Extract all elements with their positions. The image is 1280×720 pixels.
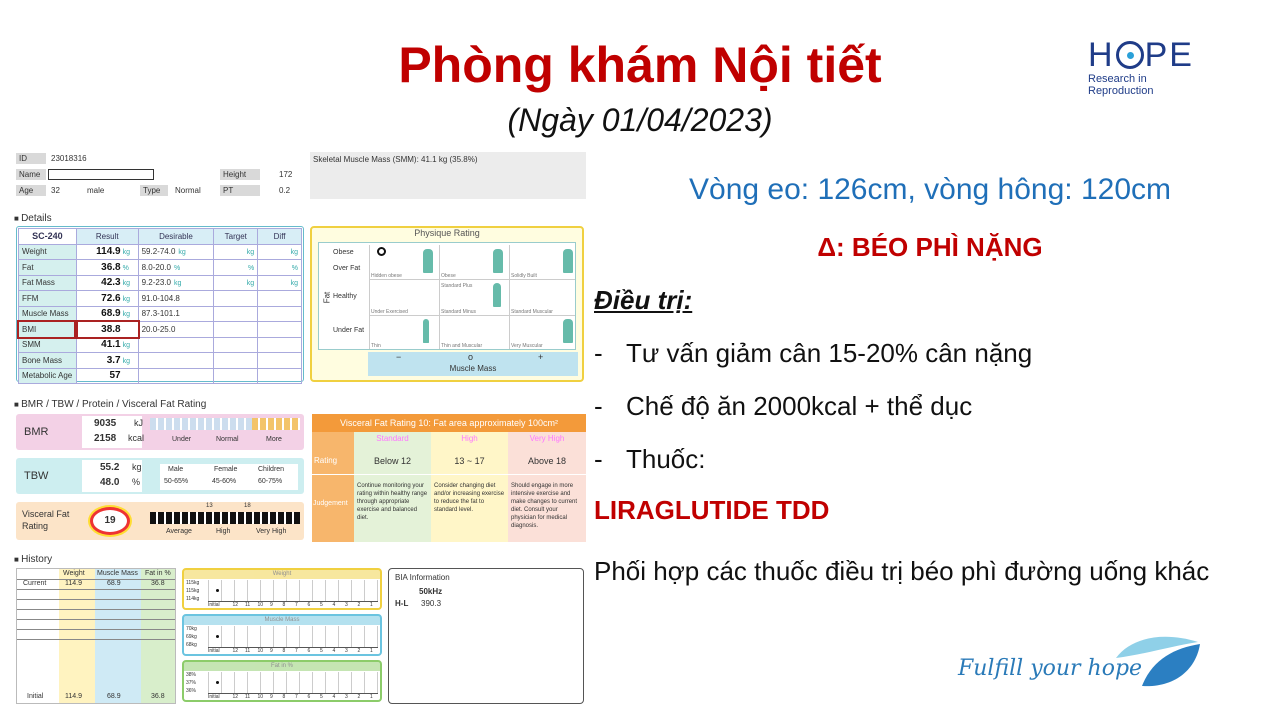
x-tick-label: 6 bbox=[307, 602, 311, 608]
details-row-result bbox=[76, 275, 138, 291]
details-row-diff bbox=[258, 353, 302, 369]
id-label: ID bbox=[16, 153, 46, 164]
scale-minus: − bbox=[396, 352, 402, 362]
visceral-table bbox=[312, 414, 586, 542]
details-row-diff bbox=[258, 260, 302, 276]
grid-line bbox=[509, 245, 510, 349]
x-tick-label: 9 bbox=[270, 602, 273, 608]
x-tick-label: 1 bbox=[370, 602, 373, 608]
details-row-result bbox=[76, 368, 138, 384]
chart-point bbox=[216, 635, 219, 638]
details-row-diff bbox=[258, 337, 302, 353]
divider bbox=[312, 474, 586, 475]
bullet-dash: - bbox=[594, 338, 603, 368]
x-tick-label: 8 bbox=[282, 694, 286, 700]
bullet-item bbox=[594, 391, 972, 422]
vfr-bar bbox=[150, 512, 300, 524]
target-unit: % bbox=[247, 264, 255, 272]
y-tick-label: 115kg bbox=[186, 588, 200, 594]
logo-subtitle: Research in Reproduction bbox=[1088, 73, 1154, 97]
chart-plot-area bbox=[208, 580, 378, 602]
grid-line bbox=[439, 245, 440, 349]
hist-current-muscle: 68.9 bbox=[107, 580, 121, 587]
page-title: Phòng khám Nội tiết bbox=[398, 37, 882, 93]
bmr-heading: ■ BMR / TBW / Protein / Visceral Fat Rating bbox=[14, 399, 206, 410]
chart-plot-area bbox=[208, 672, 378, 694]
visc-judgement-high: Consider changing diet and/or increasing exercise to reduce the fat to standard level. bbox=[434, 483, 505, 513]
x-tick-label: 4 bbox=[332, 648, 336, 654]
details-row-desirable bbox=[138, 353, 214, 369]
fat-axis-label: Fat bbox=[322, 291, 332, 304]
desirable-range: 59.2-74.0 bbox=[141, 247, 176, 257]
visc-judgement-standard: Continue monitoring your rating within healthy range through appropriate exercise and balanced diet. bbox=[357, 483, 428, 521]
visc-col-standard: Standard bbox=[376, 434, 409, 443]
grid-line bbox=[369, 245, 370, 349]
body-figure-icon bbox=[493, 283, 501, 307]
x-tick-label: Initial bbox=[208, 602, 220, 608]
target-unit: kg bbox=[246, 249, 255, 257]
hist-col-weight: Weight bbox=[63, 570, 85, 577]
x-tick-label: 5 bbox=[320, 602, 323, 608]
physique-title: Physique Rating bbox=[414, 228, 480, 238]
result-value: 68.9 bbox=[101, 308, 121, 320]
bullet-dash: - bbox=[594, 444, 603, 474]
details-table bbox=[18, 228, 302, 384]
tbw-col-children: Children bbox=[258, 466, 285, 473]
result-unit: kg bbox=[122, 249, 131, 257]
physique-rating-panel bbox=[310, 226, 584, 382]
result-value: 114.9 bbox=[96, 246, 121, 258]
desirable-range: 20.0-25.0 bbox=[141, 324, 176, 334]
page-date: (Ngày 01/04/2023) bbox=[507, 102, 773, 138]
type-value: Normal bbox=[175, 186, 201, 195]
x-tick-label: 6 bbox=[307, 694, 311, 700]
body-figure-icon bbox=[423, 319, 429, 343]
desirable-range: 9.2-23.0 bbox=[141, 278, 171, 288]
result-unit: kg bbox=[122, 357, 131, 365]
tbw-label: TBW bbox=[24, 470, 49, 482]
bmr-kj: 9035 bbox=[94, 418, 117, 429]
result-unit: kg bbox=[122, 311, 131, 319]
bullet-text: Tư vấn giảm cân 15-20% cân nặng bbox=[626, 338, 1033, 368]
x-tick-label: 7 bbox=[295, 602, 298, 608]
details-row bbox=[19, 353, 302, 369]
bia-title: BIA Information bbox=[395, 573, 450, 582]
divider bbox=[17, 589, 175, 590]
details-row bbox=[19, 275, 302, 291]
hist-col-muscle: Muscle Mass bbox=[97, 570, 138, 577]
details-row-result bbox=[76, 260, 138, 276]
details-row-target bbox=[214, 368, 258, 384]
details-row-name: Fat Mass bbox=[19, 275, 77, 291]
hist-initial-label: Initial bbox=[27, 693, 44, 700]
bmr-scale-more: More bbox=[266, 436, 282, 443]
y-tick-label: 115kg bbox=[186, 580, 200, 586]
hist-initial-weight: 114.9 bbox=[65, 693, 82, 700]
y-tick-label: 70kg bbox=[186, 626, 197, 632]
x-tick-label: 10 bbox=[257, 694, 264, 700]
x-tick-label: 4 bbox=[332, 694, 336, 700]
tbw-range-female: 45-60% bbox=[212, 478, 237, 485]
details-row bbox=[19, 306, 302, 322]
history-chart-title: Muscle Mass bbox=[184, 616, 380, 625]
details-row-desirable bbox=[138, 322, 214, 338]
diff-unit: % bbox=[291, 264, 298, 272]
history-chart-title: Weight bbox=[184, 570, 380, 579]
details-col-header: Target bbox=[214, 229, 258, 245]
x-tick-label: 1 bbox=[370, 694, 373, 700]
chart-plot-area bbox=[208, 626, 378, 648]
x-tick-label: 5 bbox=[320, 648, 323, 654]
vfr-scale-veryhigh: Very High bbox=[256, 528, 287, 535]
bullet-item bbox=[594, 338, 1032, 369]
pt-label: PT bbox=[220, 185, 260, 196]
cell-under-exercised: Under Exercised bbox=[371, 309, 408, 315]
details-row-diff bbox=[258, 322, 302, 338]
diff-unit: kg bbox=[290, 249, 298, 257]
bia-hl-value: 390.3 bbox=[421, 599, 442, 608]
vfr-value: 19 bbox=[90, 507, 130, 535]
details-row-desirable bbox=[138, 244, 214, 260]
cell-standard-plus: Standard Plus bbox=[441, 283, 473, 289]
logo-letter-h: H bbox=[1088, 36, 1115, 74]
details-row-result bbox=[76, 353, 138, 369]
scale-zero: o bbox=[468, 352, 474, 362]
gender-value: male bbox=[87, 186, 105, 195]
chart-point bbox=[216, 589, 219, 592]
bmr-scale-under: Under bbox=[172, 436, 192, 443]
body-figure-icon bbox=[563, 249, 573, 273]
x-tick-label: 12 bbox=[232, 694, 239, 700]
x-tick-label: 11 bbox=[245, 602, 251, 608]
visc-rating-high: 13 ~ 17 bbox=[454, 456, 485, 466]
x-tick-label: 7 bbox=[295, 694, 298, 700]
bmr-bar-fill bbox=[252, 418, 300, 430]
type-label: Type bbox=[140, 185, 168, 196]
bmr-panel bbox=[16, 414, 304, 450]
bmr-kcal-unit: kcal bbox=[128, 433, 145, 443]
hist-initial-muscle: 68.9 bbox=[107, 693, 121, 700]
desirable-range: 87.3-101.1 bbox=[141, 309, 180, 319]
tbw-ranges bbox=[160, 464, 298, 490]
details-row-desirable bbox=[138, 291, 214, 307]
y-tick-label: 69kg bbox=[186, 634, 197, 640]
target-unit: kg bbox=[246, 280, 255, 288]
details-heading: ■ Details bbox=[14, 213, 52, 224]
visc-rating-standard: Below 12 bbox=[373, 456, 412, 466]
details-row-name: Weight bbox=[19, 244, 77, 260]
tbw-col-male: Male bbox=[168, 466, 184, 473]
x-tick-label: 1 bbox=[370, 648, 373, 654]
y-tick-label: 68kg bbox=[186, 642, 197, 648]
bullet-text: Chế độ ăn 2000kcal + thể dục bbox=[626, 391, 973, 421]
bia-hl-label: H-L bbox=[395, 599, 409, 608]
cell-standard-muscular: Standard Muscular bbox=[511, 309, 553, 315]
details-row-desirable bbox=[138, 337, 214, 353]
age-value: 32 bbox=[51, 186, 60, 195]
x-tick-label: 11 bbox=[245, 694, 251, 700]
chart-point bbox=[216, 681, 219, 684]
cell-thin-muscular: Thin and Muscular bbox=[441, 343, 483, 349]
x-tick-label: 10 bbox=[257, 602, 264, 608]
tbw-kg: 55.2 bbox=[100, 462, 120, 473]
bia-panel bbox=[388, 568, 584, 704]
grid-line bbox=[369, 315, 575, 316]
x-tick-label: 3 bbox=[345, 648, 348, 654]
age-label: Age bbox=[16, 185, 46, 196]
details-row-name: SMM bbox=[19, 337, 77, 353]
details-row-target bbox=[214, 291, 258, 307]
details-row-name: Bone Mass bbox=[19, 353, 77, 369]
name-label: Name bbox=[16, 169, 46, 180]
history-chart-title: Fat in % bbox=[184, 662, 380, 671]
bmr-scale-normal: Normal bbox=[216, 436, 239, 443]
cell-standard-minus: Standard Minus bbox=[441, 309, 477, 315]
result-value: 57 bbox=[109, 370, 121, 382]
visc-col-high: High bbox=[461, 434, 478, 443]
cell-hidden-obese: Hidden obese bbox=[371, 273, 402, 279]
row-under-fat: Under Fat bbox=[333, 327, 365, 334]
body-composition-report bbox=[14, 152, 588, 708]
bmr-kcal: 2158 bbox=[94, 433, 117, 444]
history-chart bbox=[182, 568, 382, 610]
details-row-target bbox=[214, 260, 258, 276]
divider bbox=[17, 639, 175, 640]
id-value: 23018316 bbox=[51, 154, 87, 163]
grid-line bbox=[369, 279, 575, 280]
visc-judgement-very-high: Should engage in more intensive exercise and make changes to current diet. Consult your physician for medical diagnosis. bbox=[511, 483, 578, 529]
body-figure-icon bbox=[423, 249, 433, 273]
desirable-unit: kg bbox=[178, 249, 186, 257]
muscle-axis bbox=[368, 352, 578, 376]
x-tick-label: 12 bbox=[232, 648, 239, 654]
cell-thin: Thin bbox=[371, 343, 381, 349]
tbw-pct: 48.0 bbox=[100, 477, 120, 488]
details-col-header: Desirable bbox=[138, 229, 214, 245]
hope-logo bbox=[1088, 36, 1208, 97]
details-row-diff bbox=[258, 306, 302, 322]
details-row-result bbox=[76, 244, 138, 260]
x-tick-label: 6 bbox=[307, 648, 311, 654]
details-row-result bbox=[76, 337, 138, 353]
scale-plus: + bbox=[538, 352, 544, 362]
height-value: 172 bbox=[279, 170, 293, 179]
visc-rating-very-high: Above 18 bbox=[527, 456, 567, 466]
divider bbox=[17, 629, 175, 630]
details-row bbox=[19, 322, 302, 338]
divider bbox=[17, 619, 175, 620]
vfr-scale-high: High bbox=[216, 528, 231, 535]
details-row bbox=[19, 244, 302, 260]
waist-hip-measurement: Vòng eo: 126cm, vòng hông: 120cm bbox=[689, 173, 1171, 206]
details-row-diff bbox=[258, 275, 302, 291]
x-tick-label: 4 bbox=[332, 602, 336, 608]
tbw-pct-unit: % bbox=[132, 477, 141, 487]
vfr-panel bbox=[16, 502, 304, 540]
details-row bbox=[19, 368, 302, 384]
result-value: 72.6 bbox=[101, 292, 121, 304]
details-row-name: Muscle Mass bbox=[19, 306, 77, 322]
details-row-desirable bbox=[138, 260, 214, 276]
hist-current-weight: 114.9 bbox=[65, 580, 82, 587]
tbw-kg-unit: kg bbox=[132, 462, 142, 472]
y-tick-label: 36% bbox=[186, 688, 197, 694]
bullet-dash: - bbox=[594, 391, 603, 421]
details-row bbox=[19, 291, 302, 307]
x-tick-label: Initial bbox=[208, 694, 220, 700]
details-row-diff bbox=[258, 368, 302, 384]
x-tick-label: 8 bbox=[282, 648, 286, 654]
combination-note: Phối hợp các thuốc điều trị béo phì đường uống khác bbox=[594, 556, 1210, 586]
hist-initial-fat: 36.8 bbox=[151, 693, 165, 700]
bia-freq: 50kHz bbox=[419, 587, 443, 596]
leaf-logo-icon bbox=[1112, 630, 1204, 690]
bmr-label: BMR bbox=[24, 426, 49, 438]
row-obese: Obese bbox=[333, 249, 354, 256]
tbw-col-female: Female bbox=[214, 466, 238, 473]
details-row-desirable bbox=[138, 275, 214, 291]
treatment-heading: Điều trị: bbox=[594, 285, 693, 315]
x-tick-label: 12 bbox=[232, 602, 239, 608]
x-tick-label: 3 bbox=[345, 602, 348, 608]
vfr-label: Visceral Fat Rating bbox=[22, 509, 70, 531]
details-row-name: BMI bbox=[19, 322, 77, 338]
x-tick-label: 5 bbox=[320, 694, 323, 700]
x-tick-label: 3 bbox=[345, 694, 348, 700]
pt-value: 0.2 bbox=[279, 186, 291, 195]
result-unit: % bbox=[122, 264, 129, 272]
history-table bbox=[16, 568, 176, 704]
rating-marker bbox=[377, 247, 386, 256]
desirable-unit: kg bbox=[173, 280, 182, 288]
hist-current-label: Current bbox=[23, 580, 47, 587]
cell-very-muscular: Very Muscular bbox=[511, 343, 543, 349]
result-value: 38.8 bbox=[101, 323, 121, 335]
details-row-result bbox=[76, 306, 138, 322]
drug-name: LIRAGLUTIDE TDD bbox=[594, 495, 830, 525]
vfr-tick-13: 13 bbox=[206, 503, 213, 509]
result-value: 36.8 bbox=[101, 261, 121, 273]
y-tick-label: 114kg bbox=[186, 596, 200, 602]
x-tick-label: 2 bbox=[357, 694, 361, 700]
details-col-header: Result bbox=[76, 229, 138, 245]
x-tick-label: 2 bbox=[357, 648, 361, 654]
x-tick-label: Initial bbox=[208, 648, 220, 654]
details-row-target bbox=[214, 353, 258, 369]
details-row-name: Fat bbox=[19, 260, 77, 276]
result-value: 42.3 bbox=[101, 277, 121, 289]
hist-col-fat: Fat in % bbox=[145, 570, 171, 577]
bmr-kj-unit: kJ bbox=[134, 418, 143, 428]
y-tick-label: 38% bbox=[186, 672, 197, 678]
result-unit: kg bbox=[122, 295, 131, 303]
visceral-title: Visceral Fat Rating 10: Fat area approximately 100cm² bbox=[312, 414, 586, 432]
cell-obese: Obese bbox=[441, 273, 456, 279]
patient-info bbox=[14, 152, 308, 199]
details-col-header: Diff bbox=[258, 229, 302, 245]
body-figure-icon bbox=[493, 249, 503, 273]
tbw-range-children: 60-75% bbox=[258, 478, 283, 485]
x-tick-label: 9 bbox=[270, 648, 273, 654]
visc-rating-label: Rating bbox=[314, 456, 338, 465]
details-row-result bbox=[76, 291, 138, 307]
vfr-scale-average: Average bbox=[166, 528, 192, 535]
vfr-tick-18: 18 bbox=[244, 503, 251, 509]
name-redacted-box bbox=[48, 169, 154, 180]
cell-solidly-built: Solidly Built bbox=[511, 273, 537, 279]
result-unit: kg bbox=[122, 280, 131, 288]
result-value: 41.1 bbox=[101, 339, 121, 351]
diff-unit: kg bbox=[290, 280, 298, 288]
x-tick-label: 2 bbox=[357, 602, 361, 608]
x-tick-label: 9 bbox=[270, 694, 273, 700]
desirable-range: 8.0-20.0 bbox=[141, 262, 171, 272]
history-heading: ■ History bbox=[14, 554, 52, 565]
details-row-desirable bbox=[138, 306, 214, 322]
bullet-item bbox=[594, 444, 706, 475]
history-chart bbox=[182, 660, 382, 702]
details-row bbox=[19, 337, 302, 353]
x-tick-label: 7 bbox=[295, 648, 298, 654]
details-row-desirable bbox=[138, 368, 214, 384]
details-row-diff bbox=[258, 291, 302, 307]
tagline: Fulfill your hope bbox=[958, 656, 1143, 681]
visc-col-very-high: Very High bbox=[529, 434, 565, 443]
details-row-target bbox=[214, 244, 258, 260]
muscle-axis-label: Muscle Mass bbox=[449, 364, 497, 373]
desirable-unit: % bbox=[173, 264, 181, 272]
x-tick-label: 8 bbox=[282, 602, 286, 608]
divider bbox=[17, 609, 175, 610]
details-row-diff bbox=[258, 244, 302, 260]
y-tick-label: 37% bbox=[186, 680, 197, 686]
history-chart bbox=[182, 614, 382, 656]
row-over-fat: Over Fat bbox=[333, 265, 361, 272]
desirable-range: 91.0-104.8 bbox=[141, 293, 180, 303]
result-value: 3.7 bbox=[106, 354, 121, 366]
smm-note: Skeletal Muscle Mass (SMM): 41.1 kg (35.8%) bbox=[310, 152, 586, 199]
height-label: Height bbox=[220, 169, 260, 180]
details-row bbox=[19, 260, 302, 276]
details-row-target bbox=[214, 306, 258, 322]
x-tick-label: 10 bbox=[257, 648, 264, 654]
details-col-header: SC-240 bbox=[19, 229, 77, 245]
result-unit: kg bbox=[122, 342, 131, 350]
physique-grid bbox=[318, 242, 576, 350]
tbw-range-male: 50-65% bbox=[164, 478, 189, 485]
details-row-target bbox=[214, 322, 258, 338]
details-row-name: Metabolic Age bbox=[19, 368, 77, 384]
body-figure-icon bbox=[563, 319, 573, 343]
row-healthy: Healthy bbox=[333, 293, 357, 300]
details-row-name: FFM bbox=[19, 291, 77, 307]
details-row-target bbox=[214, 275, 258, 291]
details-row-result bbox=[76, 322, 138, 338]
x-tick-label: 11 bbox=[245, 648, 251, 654]
divider bbox=[17, 599, 175, 600]
visc-judgement-label: Judgement bbox=[313, 500, 348, 507]
details-row-target bbox=[214, 337, 258, 353]
bullet-text: Thuốc: bbox=[626, 444, 706, 474]
hist-current-fat: 36.8 bbox=[151, 580, 165, 587]
tbw-panel bbox=[16, 458, 304, 494]
diagnosis: Δ: BÉO PHÌ NẶNG bbox=[817, 232, 1043, 262]
eye-icon bbox=[1116, 41, 1144, 69]
visceral-side bbox=[312, 432, 354, 542]
logo-letters-pe: PE bbox=[1144, 36, 1194, 74]
